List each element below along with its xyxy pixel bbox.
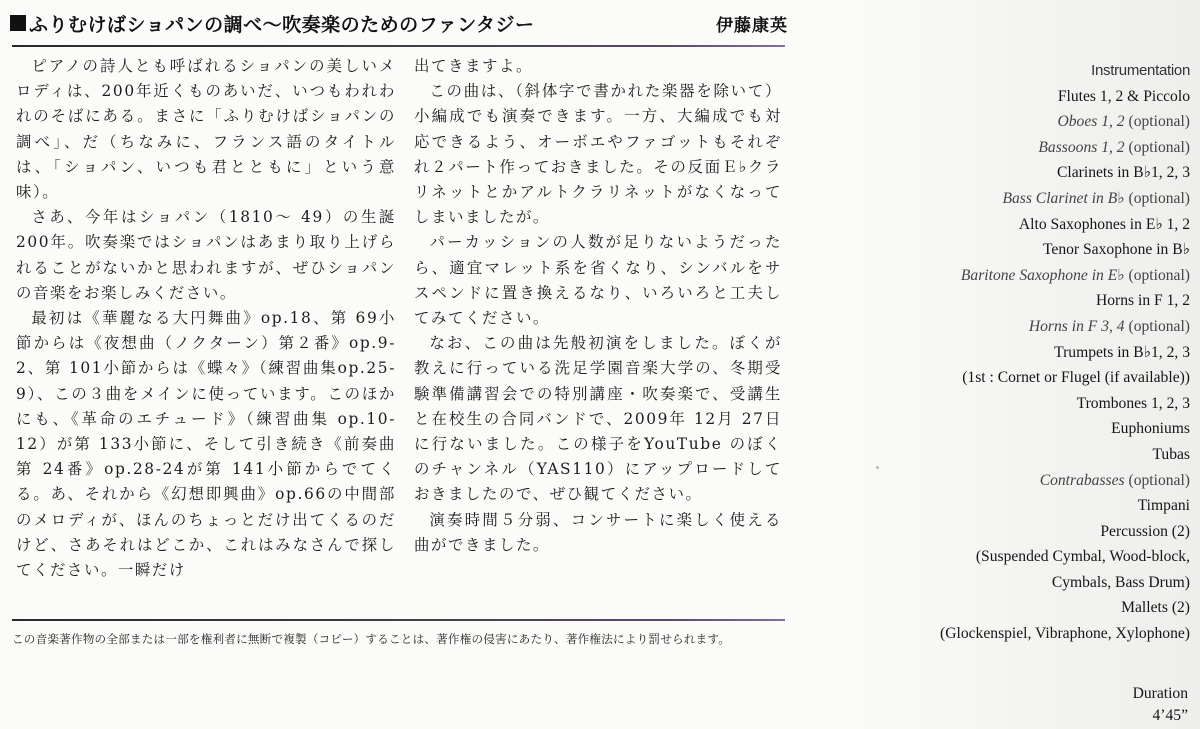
instrument-name: Tubas	[1152, 445, 1190, 463]
duration-value: 4’45”	[1152, 707, 1188, 724]
paragraph: パーカッションの人数が足りないようだったら、適宜マレット系を省くなり、シンバルをサスペンドに置き換えるなり、いろいろと工夫してみてください。	[414, 233, 782, 328]
instrument-item	[850, 519, 1190, 545]
instrument-name: Oboes 1, 2	[1057, 113, 1125, 131]
paragraph: さあ、今年はショパン（1810〜 49）の生誕 200年。吹奏楽ではショパンはあまり取り上げられることがないかと思われますが、ぜひショパンの音楽をお楽しみください。	[16, 208, 396, 302]
instrument-name: Baritone Saxophone in E♭	[960, 266, 1125, 284]
article-title	[10, 10, 534, 37]
instrument-name: Trombones 1, 2, 3	[1076, 394, 1190, 412]
instrument-note: (optional)	[1124, 317, 1190, 335]
instrument-name: Bass Clarinet in B♭	[1002, 189, 1125, 207]
instrument-note: (optional)	[1124, 471, 1190, 489]
instrumentation-heading: Instrumentation	[1091, 62, 1190, 79]
instrument-item	[850, 340, 1190, 366]
duration-block	[1133, 683, 1188, 727]
instrument-name: Trumpets in B♭1, 2, 3	[1054, 343, 1190, 361]
instrument-name: Timpani	[1137, 497, 1190, 515]
instrument-item	[850, 314, 1190, 340]
paragraph: 最初は《華麗なる大円舞曲》op.18、第 69小節からは《夜想曲（ノクターン）第２番》op.9-2、第 101小節からは《蝶々》（練習曲集op.25-9）、この３曲をメインに使っています。このほかにも、《革命のエチュード》（練習曲集 op.10-12）が第 133小節に、そして引き続き《前奏曲第 24番》op.28-24が第 141小節からでてくる。あ、それから《幻想即興曲》op.66の中間部のメロディが、ほんのちょっとだけ出てくるのだけど、さあそれはどこか、これはみなさんで探してください。一瞬だけ	[16, 309, 396, 580]
top-rule-divider	[12, 45, 785, 47]
instrument-item	[850, 365, 1190, 391]
instrument-item	[850, 570, 1190, 596]
instrument-item	[850, 263, 1190, 289]
instrument-note: (optional)	[1124, 266, 1190, 284]
article-body	[14, 54, 786, 616]
article-header	[10, 8, 788, 38]
instrument-name: Horns in F 1, 2	[1095, 292, 1190, 310]
paragraph: ピアノの詩人とも呼ばれるショパンの美しいメロディは、200年近くものあいだ、いつもわれわれのそばにある。まさに「ふりむけばショパンの調べ」、だ（ちなみに、フランス語のタイトルは、「ショパン、いつも君とともに」という意味）。	[16, 57, 396, 202]
instrument-item	[850, 212, 1190, 238]
instrument-name: Clarinets in B♭1, 2, 3	[1057, 164, 1190, 182]
instrument-name: Euphoniums	[1111, 420, 1190, 438]
instrument-name: (Suspended Cymbal, Wood-block,	[975, 548, 1190, 566]
instrument-item	[850, 416, 1190, 442]
paragraph: 演奏時間５分弱、コンサートに楽しく使える曲ができました。	[414, 510, 782, 554]
instrument-item	[850, 135, 1190, 161]
instrument-name: Mallets (2)	[1121, 599, 1190, 617]
instrument-name: Tenor Saxophone in B♭	[1042, 241, 1190, 259]
instrument-name: Percussion (2)	[1100, 522, 1190, 540]
paragraph: この曲は、（斜体字で書かれた楽器を除いて）小編成でも演奏できます。一方、大編成でも対応できるよう、オーボエやファゴットもそれぞれ２パート作っておきました。その反面Ｅ♭クラリネットとかアルトクラリネットがなくなってしまいましたが。	[414, 82, 782, 227]
scan-speck	[876, 466, 879, 469]
paragraph: なお、この曲は先般初演をしました。ぼくが教えに行っている洗足学園音楽大学の、冬期受験準備講習会での特別講座・吹奏楽で、受講生と在校生の合同バンドで、2009年 12月 27日に行ないました。この様子をYouTube のぼくのチャンネル（YAS110）にアップロードしておきましたので、ぜひ観てください。	[414, 334, 782, 504]
instrument-note: (optional)	[1124, 113, 1190, 131]
duration-label: Duration	[1132, 685, 1188, 702]
paragraph-continued: 出てきますよ。	[414, 57, 533, 75]
instrument-name: Bassoons 1, 2	[1038, 138, 1125, 156]
article-author: 伊藤康英	[716, 15, 788, 36]
instrument-item	[850, 237, 1190, 263]
instrument-name: Contrabasses	[1039, 471, 1125, 489]
bottom-rule-divider	[12, 619, 785, 621]
copyright-notice: この音楽著作物の全部または一部を権利者に無断で複製（コピー）することは、著作権の侵害にあたり、著作権法により罰せられます。	[12, 632, 731, 646]
article-column-left	[14, 54, 400, 616]
instrument-item	[850, 442, 1190, 468]
instrument-name: (Glockenspiel, Vibraphone, Xylophone)	[940, 625, 1190, 643]
instrument-item	[850, 544, 1190, 570]
instrument-item	[850, 595, 1190, 621]
article-title-text: ふりむけばショパンの調べ〜吹奏楽のためのファンタジー	[29, 13, 535, 36]
instrument-note: (optional)	[1124, 138, 1190, 156]
instrument-item	[850, 493, 1190, 519]
instrument-note: (optional)	[1124, 189, 1190, 207]
instrument-name: Horns in F 3, 4	[1028, 317, 1125, 335]
instrument-item	[850, 391, 1190, 417]
instrument-name: Flutes 1, 2 & Piccolo	[1057, 87, 1190, 105]
instrumentation-list	[850, 58, 1190, 647]
instrument-item	[850, 160, 1190, 186]
instrument-name: Alto Saxophones in E♭ 1, 2	[1018, 215, 1190, 233]
instrument-item	[850, 468, 1190, 494]
instrument-name: Cymbals, Bass Drum)	[1051, 573, 1190, 591]
instrument-item	[850, 186, 1190, 212]
instrument-name: (1st : Cornet or Flugel (if available))	[962, 369, 1190, 387]
instrument-item	[850, 84, 1190, 110]
instrument-item	[850, 288, 1190, 314]
black-square-icon	[10, 15, 26, 31]
instrument-item	[850, 621, 1190, 647]
article-column-right	[400, 54, 786, 616]
instrument-item	[850, 109, 1190, 135]
